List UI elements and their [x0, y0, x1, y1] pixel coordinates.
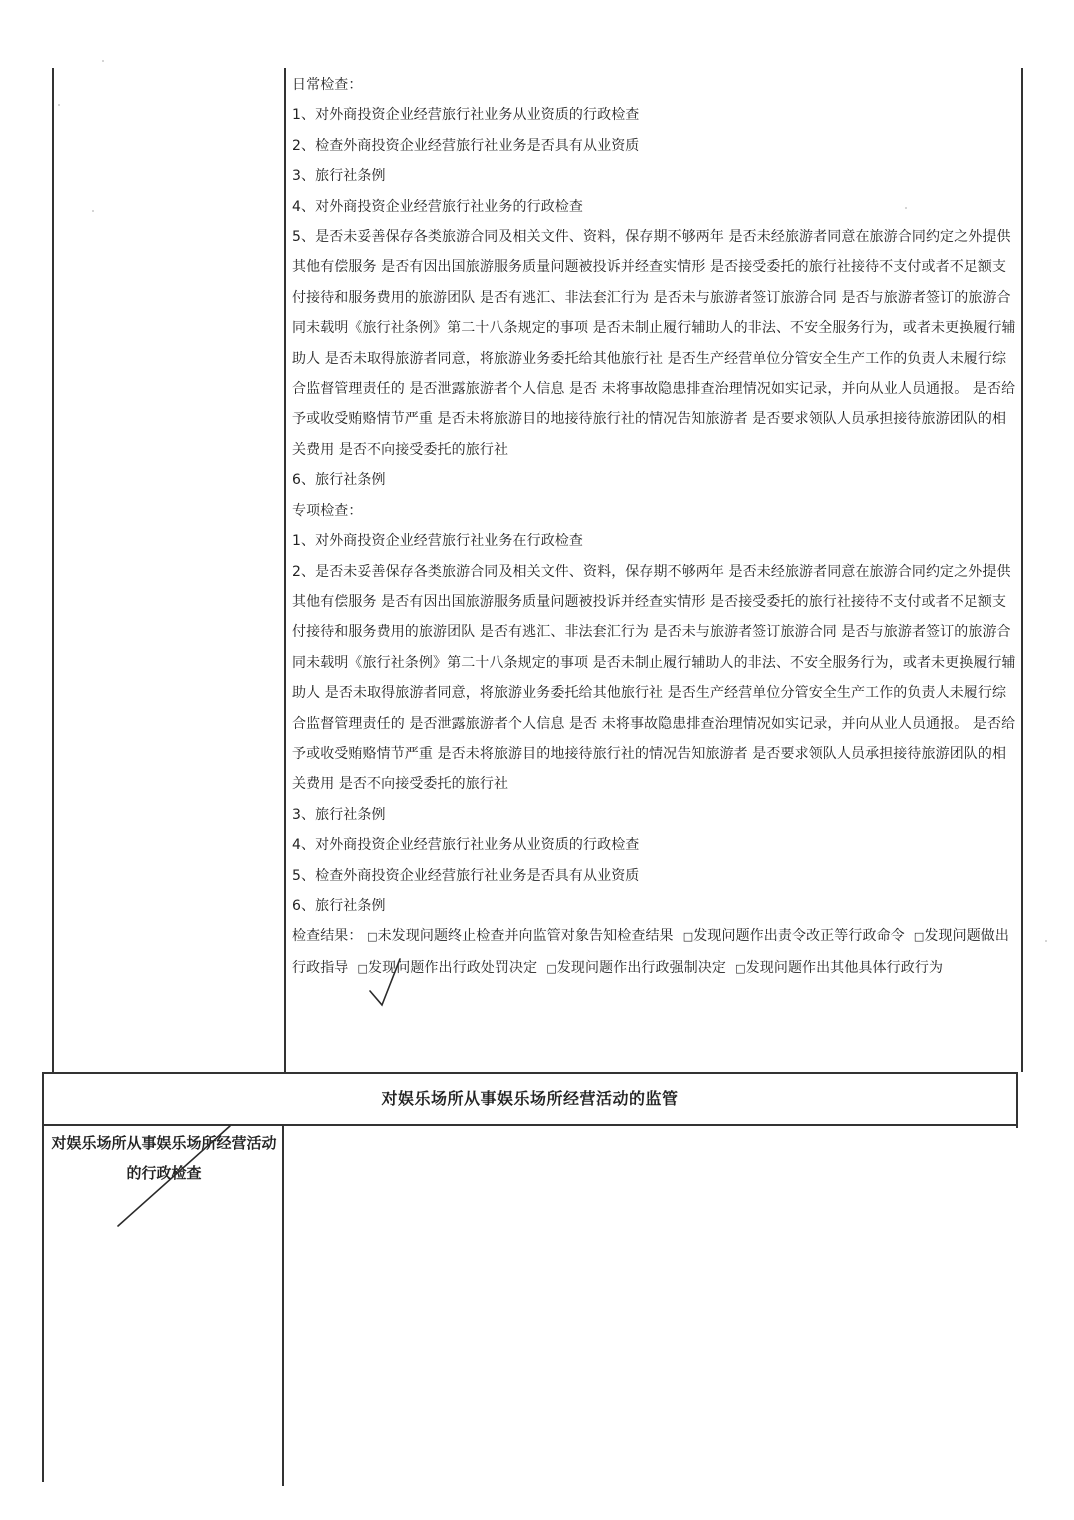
result-label: 检查结果： — [292, 928, 363, 945]
routine-item: 3、旅行社条例 — [292, 168, 386, 185]
inspection-content-cell — [292, 70, 1016, 984]
result-option: 发现问题作出行政处罚决定 — [368, 959, 538, 976]
result-checkbox[interactable]: □ — [682, 930, 694, 944]
result-option: 发现问题做出行政指导 — [292, 928, 1009, 976]
result-option: 发现问题作出其他具体行政行为 — [745, 959, 944, 976]
routine-item: 4、对外商投资企业经营旅行社业务的行政检查 — [292, 198, 584, 215]
routine-item: 5、是否未妥善保存各类旅游合同及相关文件、资料，保存期不够两年 是否未经旅游者同意在旅游合同约定之外提供其他有偿服务 是否有因出国旅游服务质量问题被投诉并经查实情形 是否接受委托的旅行社接待不支付或者不足额支付接待和服务费用的旅游团队 是否有逃汇、非法套汇行为 是否未与旅游者签订旅游合同 是否与旅游者签订的旅游合同未载明《旅行社条例》第二十八条规定的事项 是否未制止履行辅助人的非法、不安全服务行为，或者未更换履行辅助人 是否未取得旅游者同意，将旅游业务委托给其他旅行社 是否生产经营单位分管安全生产工作的负责人未履行综合监督管理责任的 是否泄露旅游者个人信息 是否 未将事故隐患排查治理情况如实记录，并向从业人员通报。 是否给予或收受贿赂情节严重 是否未将旅游目的地接待旅行社的情况告知旅游者 是否要求领队人员承担接待旅游团队的相关费用 是否不向接受委托的旅行社 — [292, 229, 1016, 458]
section-title-bottom-border — [42, 1124, 1018, 1126]
routine-item: 2、检查外商投资企业经营旅行社业务是否具有从业资质 — [292, 137, 640, 154]
result-checkbox[interactable]: □ — [735, 961, 746, 975]
table-right-border-upper — [1021, 68, 1023, 1072]
special-item: 3、旅行社条例 — [292, 806, 386, 823]
inspection-result — [292, 921, 1016, 984]
scan-speck — [102, 60, 104, 62]
result-option: 发现问题作出责令改正等行政命令 — [693, 928, 905, 945]
section-left-border — [42, 1072, 44, 1482]
result-option: 未发现问题终止检查并向监管对象告知检查结果 — [377, 928, 674, 945]
routine-item: 1、对外商投资企业经营旅行社业务从业资质的行政检查 — [292, 107, 640, 124]
special-item: 2、是否未妥善保存各类旅游合同及相关文件、资料，保存期不够两年 是否未经旅游者同意在旅游合同约定之外提供其他有偿服务 是否有因出国旅游服务质量问题被投诉并经查实情形 是否接受委托的旅行社接待不支付或者不足额支付接待和服务费用的旅游团队 是否有逃汇、非法套汇行为 是否未与旅游者签订旅游合同 是否与旅游者签订的旅游合同未载明《旅行社条例》第二十八条规定的事项 是否未制止履行辅助人的非法、不安全服务行为，或者未更换履行辅助人 是否未取得旅游者同意，将旅游业务委托给其他旅行社 是否生产经营单位分管安全生产工作的负责人未履行综合监督管理责任的 是否泄露旅游者个人信息 是否 未将事故隐患排查治理情况如实记录，并向从业人员通报。 是否给予或收受贿赂情节严重 是否未将旅游目的地接待旅行社的情况告知旅游者 是否要求领队人员承担接待旅游团队的相关费用 是否不向接受委托的旅行社 — [292, 563, 1016, 793]
scan-speck — [92, 210, 94, 212]
result-checkbox[interactable]: □ — [357, 961, 369, 975]
table-row-divider — [42, 1072, 1018, 1074]
scan-speck — [1045, 940, 1047, 942]
section-title: 对娱乐场所从事娱乐场所经营活动的监管 — [381, 1089, 679, 1108]
special-item: 4、对外商投资企业经营旅行社业务从业资质的行政检查 — [292, 837, 640, 854]
section-right-border — [1016, 1072, 1018, 1128]
scan-speck — [905, 207, 907, 209]
result-option: 发现问题作出行政强制决定 — [556, 959, 727, 976]
table-column-divider-lower — [282, 1124, 284, 1486]
routine-inspection-header: 日常检查： — [292, 77, 363, 93]
special-item: 6、旅行社条例 — [292, 897, 386, 914]
inspection-item-title: 对娱乐场所从事娱乐场所经营活动的行政检查 — [51, 1134, 277, 1182]
special-item: 1、对外商投资企业经营旅行社业务在行政检查 — [292, 533, 584, 550]
routine-item: 6、旅行社条例 — [292, 472, 386, 489]
special-item: 5、检查外商投资企业经营旅行社业务是否具有从业资质 — [292, 867, 640, 884]
scan-speck — [58, 104, 60, 106]
special-inspection-header: 专项检查： — [292, 502, 363, 519]
table-column-divider-upper — [284, 68, 286, 1072]
result-checkbox[interactable]: □ — [913, 930, 925, 944]
result-checkbox[interactable]: □ — [367, 930, 378, 944]
table-left-border-upper — [52, 68, 54, 1072]
result-checkbox[interactable]: □ — [546, 961, 557, 975]
